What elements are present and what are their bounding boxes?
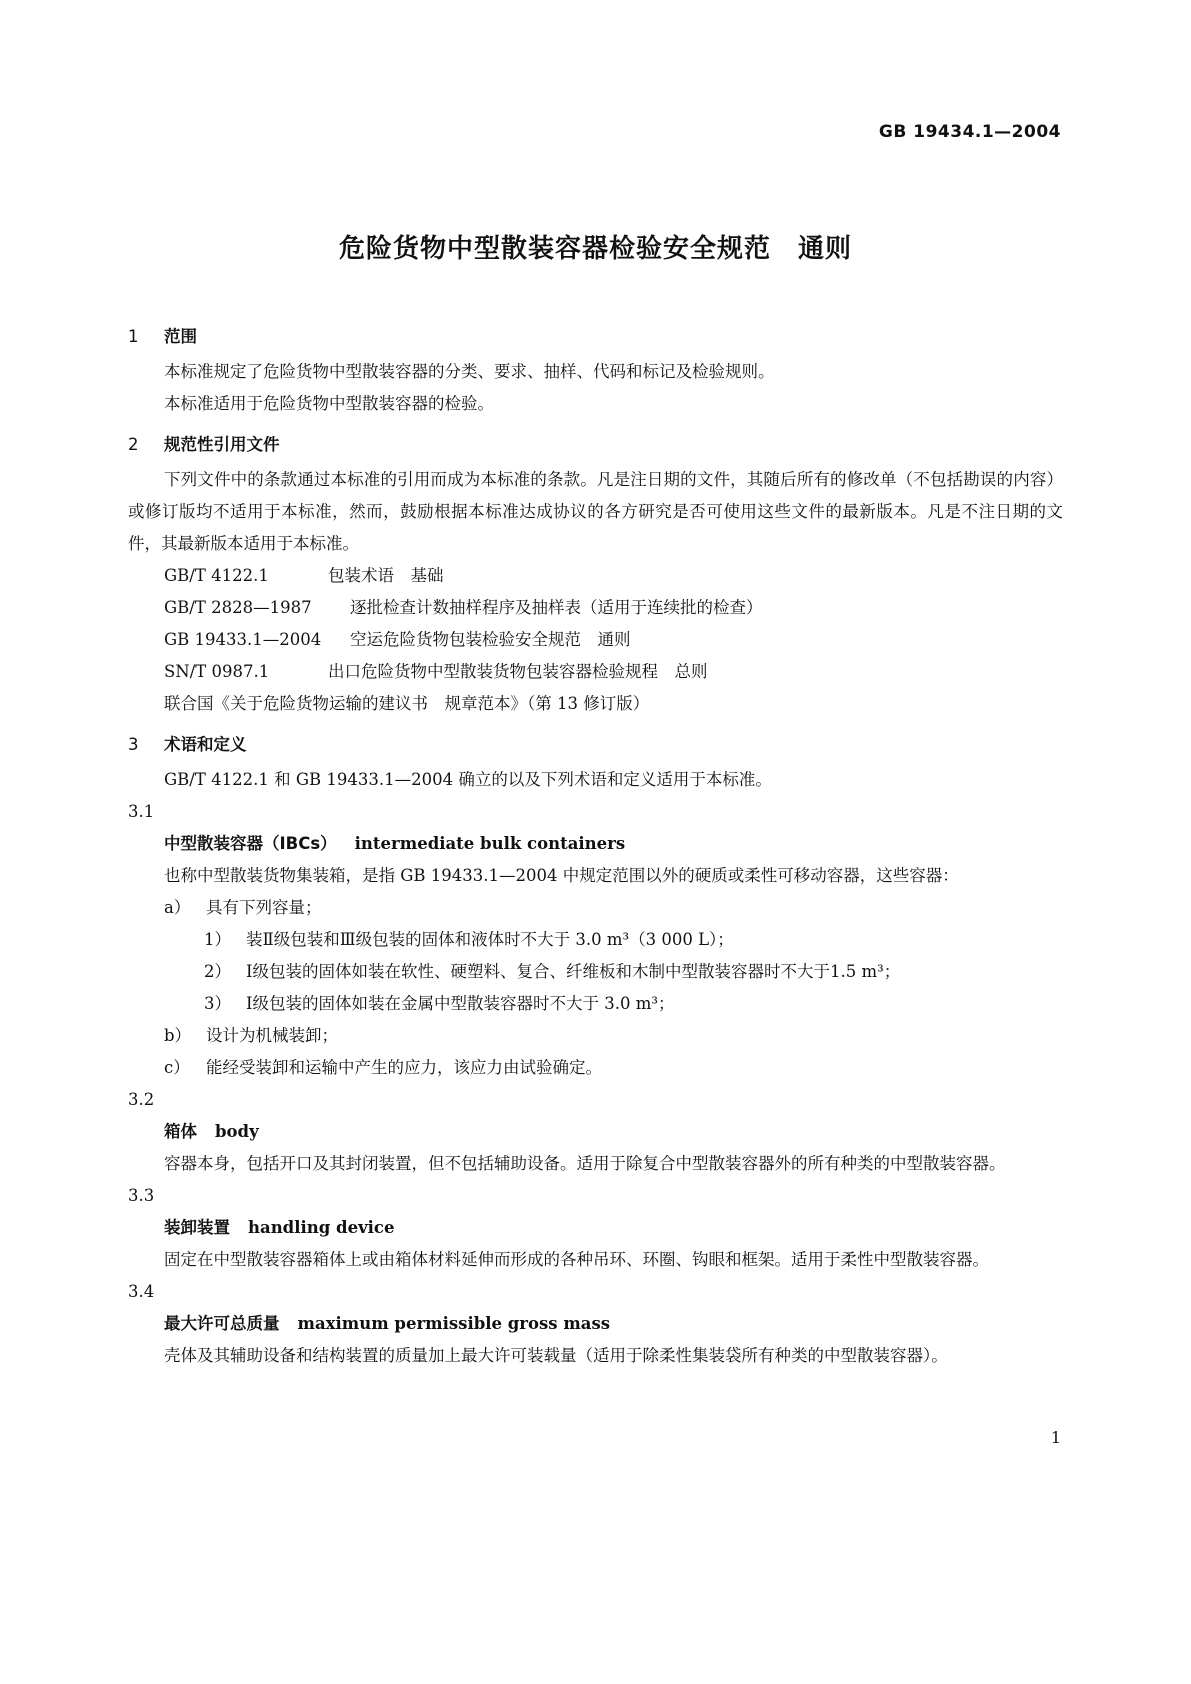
section-title: 术语和定义 <box>164 735 247 754</box>
page-number: 1 <box>1050 1428 1061 1447</box>
term-definition: 固定在中型散装容器箱体上或由箱体材料延伸而形成的各种吊环、环圈、钩眼和框架。适用于柔性中型散装容器。 <box>164 1250 989 1269</box>
section-3-heading <box>128 730 1063 760</box>
reference-title: 联合国《关于危险货物运输的建议书 规章范本》（第 13 修订版） <box>164 694 650 713</box>
list-text: 能经受装卸和运输中产生的应力，该应力由试验确定。 <box>206 1058 602 1077</box>
term-heading <box>128 1116 1063 1148</box>
list-text: 装Ⅱ级包装和Ⅲ级包装的固体和液体时不大于 3.0 m³（3 000 L）； <box>246 930 734 949</box>
reference-code: SN/T 0987.1 <box>164 662 270 681</box>
list-item <box>128 1020 1063 1052</box>
term-en: maximum permissible gross mass <box>297 1314 611 1333</box>
reference-item <box>128 560 1063 592</box>
clause-number: 3.3 <box>128 1186 155 1205</box>
list-marker: a） <box>164 898 191 917</box>
document-body <box>128 322 1063 1372</box>
reference-item <box>128 688 1063 720</box>
sub-list-item <box>128 988 1063 1020</box>
list-text: 具有下列容量； <box>206 898 322 917</box>
paragraph: 下列文件中的条款通过本标准的引用而成为本标准的条款。凡是注日期的文件，其随后所有的修改单（不包括勘误的内容）或修订版均不适用于本标准，然而，鼓励根据本标准达成协议的各方研究是否可使用这些文件的最新版本。凡是不注日期的文件，其最新版本适用于本标准。 <box>128 470 1063 553</box>
section-title: 范围 <box>164 327 197 346</box>
section-1-heading <box>128 322 1063 352</box>
list-marker: b） <box>164 1026 192 1045</box>
reference-code: GB/T 2828—1987 <box>164 598 312 617</box>
sub-list-item <box>128 924 1063 956</box>
paragraph: 本标准适用于危险货物中型散装容器的检验。 <box>164 394 494 413</box>
list-text: 设计为机械装卸； <box>206 1026 338 1045</box>
reference-title: 空运危险货物包装检验安全规范 通则 <box>350 630 631 649</box>
term-zh: 装卸装置 <box>164 1218 230 1237</box>
term-heading <box>128 1308 1063 1340</box>
term-definition: 也称中型散装货物集装箱，是指 GB 19433.1—2004 中规定范围以外的硬质或柔性可移动容器，这些容器： <box>164 866 959 885</box>
term-zh: 最大许可总质量 <box>164 1314 280 1333</box>
section-number: 3 <box>128 735 139 754</box>
term-zh: 箱体 <box>164 1122 197 1141</box>
reference-title: 逐批检查计数抽样程序及抽样表（适用于连续批的检查） <box>350 598 763 617</box>
reference-item <box>128 656 1063 688</box>
sub-list-item <box>128 956 1063 988</box>
list-item <box>128 892 1063 924</box>
list-text: Ⅰ级包装的固体如装在软性、硬塑料、复合、纤维板和木制中型散装容器时不大于1.5 m³； <box>246 962 901 981</box>
clause-number: 3.2 <box>128 1090 155 1109</box>
term-zh: 中型散装容器（IBCs） <box>164 834 337 853</box>
list-marker: c） <box>164 1058 190 1077</box>
clause-number: 3.4 <box>128 1282 155 1301</box>
term-en: body <box>215 1122 259 1141</box>
document-title: 危险货物中型散装容器检验安全规范 通则 <box>338 234 852 264</box>
reference-code: GB 19433.1—2004 <box>164 630 322 649</box>
section-number: 1 <box>128 327 139 346</box>
reference-item <box>128 592 1063 624</box>
section-number: 2 <box>128 435 139 454</box>
section-2-heading <box>128 430 1063 460</box>
term-heading <box>128 1212 1063 1244</box>
list-marker: 3） <box>204 994 231 1013</box>
term-definition: 容器本身，包括开口及其封闭装置，但不包括辅助设备。适用于除复合中型散装容器外的所有种类的中型散装容器。 <box>164 1154 1006 1173</box>
term-en: intermediate bulk containers <box>354 834 626 853</box>
list-marker: 1） <box>204 930 231 949</box>
term-definition: 壳体及其辅助设备和结构装置的质量加上最大许可装载量（适用于除柔性集装袋所有种类的中型散装容器）。 <box>164 1346 948 1365</box>
paragraph: GB/T 4122.1 和 GB 19433.1—2004 确立的以及下列术语和定义适用于本标准。 <box>164 770 772 789</box>
list-marker: 2） <box>204 962 231 981</box>
paragraph: 本标准规定了危险货物中型散装容器的分类、要求、抽样、代码和标记及检验规则。 <box>164 362 775 381</box>
reference-title: 包装术语 基础 <box>328 566 444 585</box>
reference-title: 出口危险货物中型散装货物包装容器检验规程 总则 <box>328 662 708 681</box>
reference-item <box>128 624 1063 656</box>
clause-number: 3.1 <box>128 802 155 821</box>
term-heading <box>128 828 1063 860</box>
list-item <box>128 1052 1063 1084</box>
standard-code: GB 19434.1—2004 <box>878 122 1061 142</box>
reference-code: GB/T 4122.1 <box>164 566 269 585</box>
list-text: Ⅰ级包装的固体如装在金属中型散装容器时不大于 3.0 m³； <box>246 994 675 1013</box>
section-title: 规范性引用文件 <box>164 435 280 454</box>
term-en: handling device <box>248 1218 395 1237</box>
